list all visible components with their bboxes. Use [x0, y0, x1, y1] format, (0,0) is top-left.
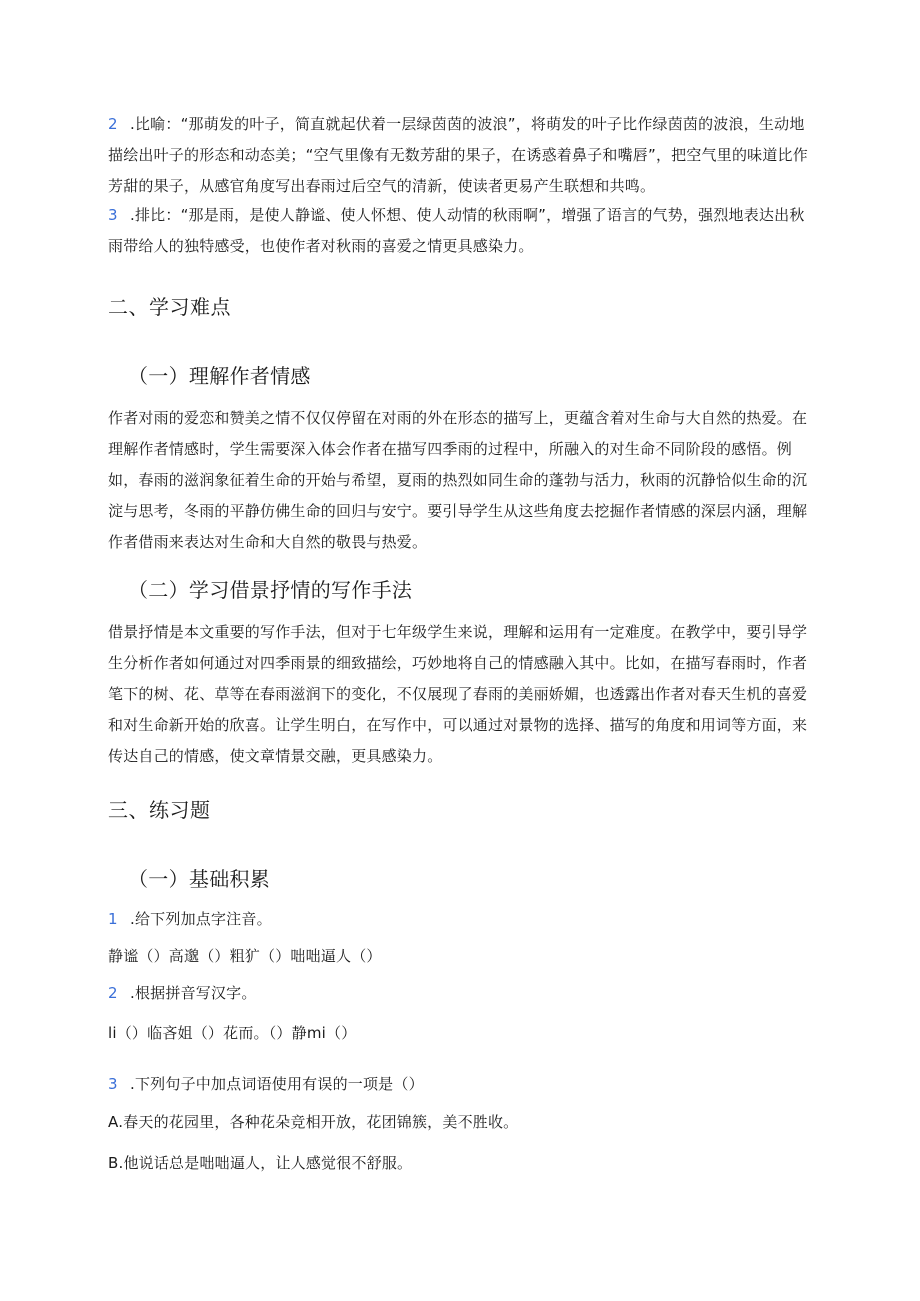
rhetoric-item-metaphor	[108, 109, 808, 202]
subsection-heading-writing-technique: （二）学习借景抒情的写作手法	[128, 578, 413, 602]
list-number: 3	[108, 206, 118, 224]
question-text: .下列句子中加点词语使用有误的一项是（）	[130, 1075, 424, 1093]
list-text: .比喻：“那萌发的叶子，简直就起伏着一层绿茵茵的波浪”，将萌发的叶子比作绿茵茵的波浪，生动地描绘出叶子的形态和动态美；“空气里像有无数芳甜的果子，在诱惑着鼻子和嘴唇”，把空气里的味道比作芳甜的果子，从感官角度写出春雨过后空气的清新，使读者更易产生联想和共鸣。	[108, 115, 808, 195]
question-text: .根据拼音写汉字。	[130, 984, 257, 1002]
question-number: 3	[108, 1075, 118, 1093]
question-text: .给下列加点字注音。	[130, 910, 272, 928]
question-2-items: li（）临吝姐（）花而。（）静mi（）	[108, 1024, 357, 1042]
subsection-heading-basics: （一）基础积累	[128, 867, 271, 891]
question-1-items: 静谧（）高邈（）粗犷（）咄咄逼人（）	[108, 947, 382, 965]
rhetoric-item-parallelism	[108, 200, 808, 262]
question-number: 1	[108, 910, 118, 928]
section-heading-exercises: 三、练习题	[108, 798, 211, 822]
question-number: 2	[108, 984, 118, 1002]
question-1	[108, 907, 808, 931]
paragraph-author-emotion: 作者对雨的爱恋和赞美之情不仅仅停留在对雨的外在形态的描写上，更蕴含着对生命与大自然的热爱。在理解作者情感时，学生需要深入体会作者在描写四季雨的过程中，所融入的对生命不同阶段的感悟。例如，春雨的滋润象征着生命的开始与希望，夏雨的热烈如同生命的蓬勃与活力，秋雨的沉静恰似生命的沉淀与思考，冬雨的平静仿佛生命的回归与安宁。要引导学生从这些角度去挖掘作者情感的深层内涵，理解作者借雨来表达对生命和大自然的敬畏与热爱。	[108, 409, 808, 551]
paragraph-writing-technique: 借景抒情是本文重要的写作手法，但对于七年级学生来说，理解和运用有一定难度。在教学中，要引导学生分析作者如何通过对四季雨景的细致描绘，巧妙地将自己的情感融入其中。比如，在描写春雨时，作者笔下的树、花、草等在春雨滋润下的变化，不仅展现了春雨的美丽娇媚，也透露出作者对春天生机的喜爱和对生命新开始的欣喜。让学生明白，在写作中，可以通过对景物的选择、描写的角度和用词等方面，来传达自己的情感，使文章情景交融，更具感染力。	[108, 623, 808, 765]
question-3-option-a: A.春天的花园里，各种花朵竞相开放，花团锦簇，美不胜收。	[108, 1113, 519, 1131]
section-heading-difficulties: 二、学习难点	[108, 295, 231, 319]
list-text: .排比：“那是雨，是使人静谧、使人怀想、使人动情的秋雨啊”，增强了语言的气势，强烈地表达出秋雨带给人的独特感受，也使作者对秋雨的喜爱之情更具感染力。	[108, 206, 805, 255]
subsection-heading-author-emotion: （一）理解作者情感	[128, 364, 311, 388]
question-3-option-b: B.他说话总是咄咄逼人，让人感觉很不舒服。	[108, 1154, 413, 1172]
question-2	[108, 981, 808, 1005]
list-number: 2	[108, 115, 118, 133]
question-3	[108, 1072, 808, 1096]
